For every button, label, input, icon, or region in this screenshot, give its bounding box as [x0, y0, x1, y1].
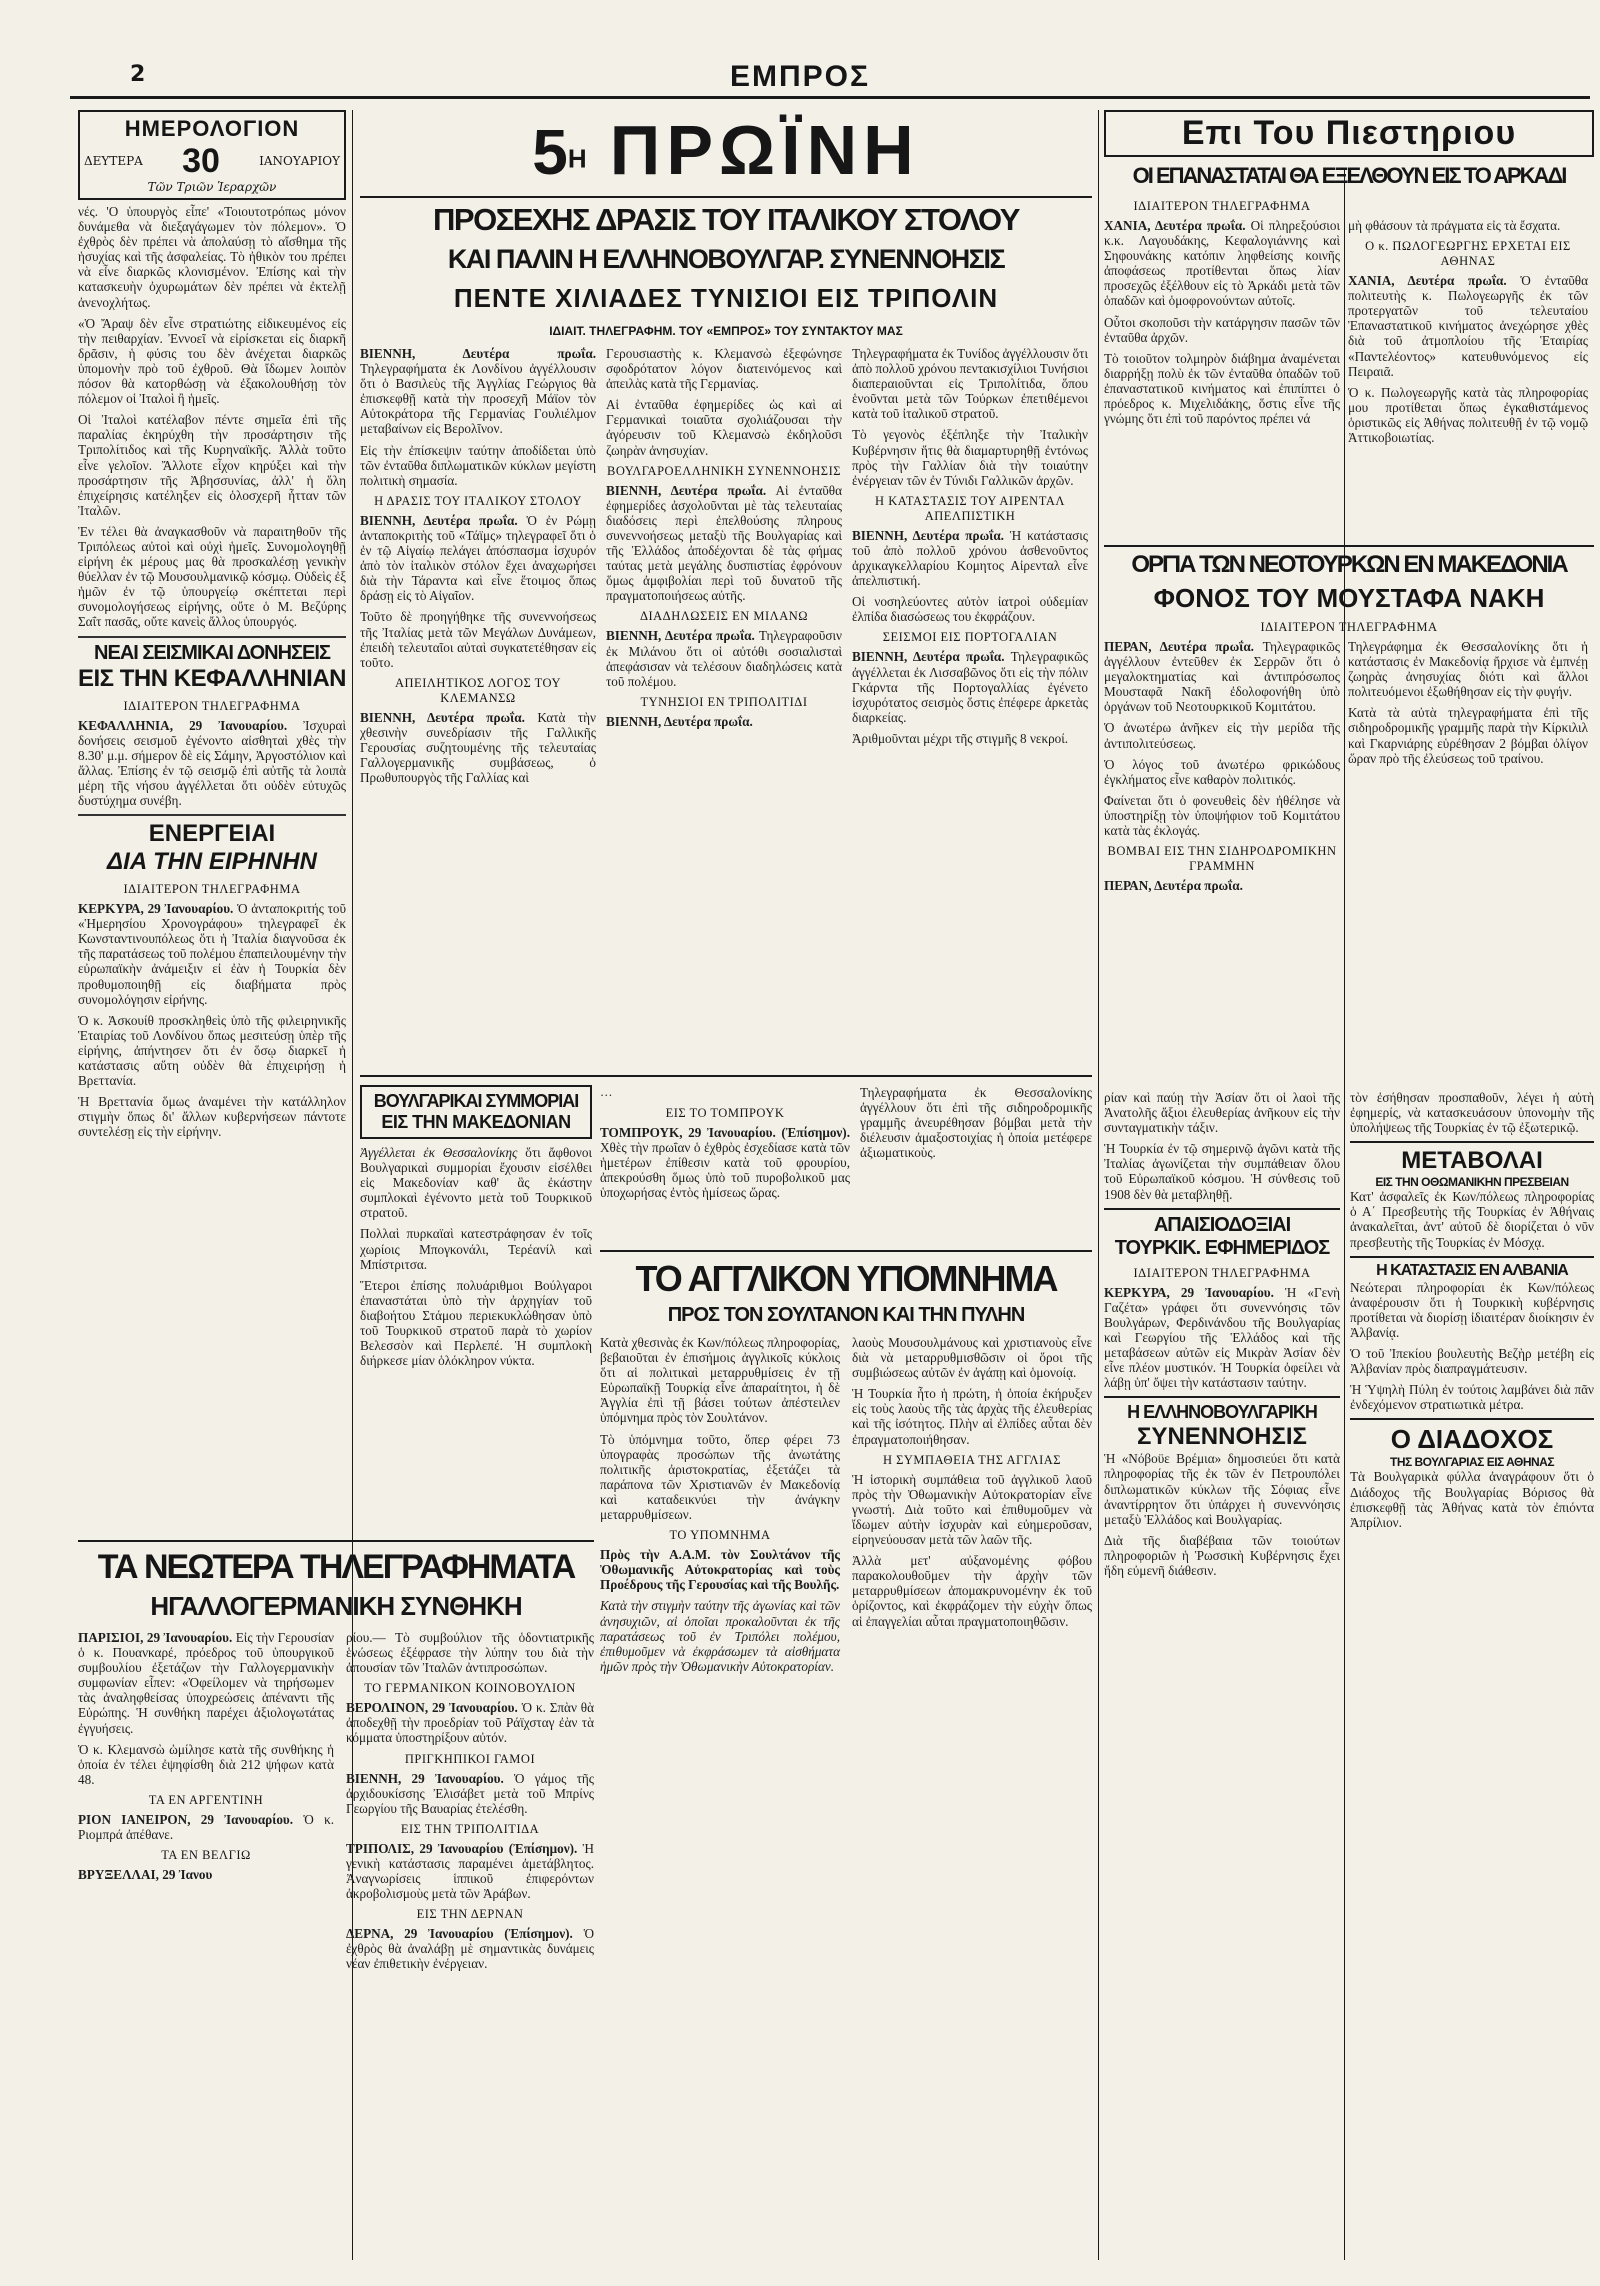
article-text: Ὁ ἐνταῦθα πολιτευτὴς κ. Πωλογεωργῆς ἐκ τῶν προτεργατῶν τοῦ τελευταίου Ἐπαναστατικοῦ κινήματος ἀνεχώρησε χθὲς διὰ τοῦ ἀτμοπλοίου τῆς Ἑταιρίας «Παντελέοντος» κατευθυνόμενος εἰς Πειραιᾶ. [1348, 273, 1588, 379]
piestirio-col-1 [1104, 193, 1340, 451]
subheading: ΤΟ ΓΕΡΜΑΝΙΚΟΝ ΚΟΙΝΟΒΟΥΛΙΟΝ [364, 1681, 576, 1696]
article-text: Ἡ Τουρκία ἦτο ἡ πρώτη, ἡ ὁποία ἐκήρυξεν εἰς τοὺς λαοὺς τῆς τὰς ἀρχὰς τῆς ἐλευθερίας καὶ τῆς ἰσότητος. Πλὴν αἱ ἐλπίδες αὗται δὲν ἐπραγματοποιήθησαν. [852, 1386, 1092, 1447]
piestirio-col-2 [1348, 193, 1588, 451]
dateline: ΒΙΕΝΝΗ, Δευτέρα πρωΐα. [852, 527, 1004, 543]
article-text: Πρὸς τὴν Α.Α.Μ. τὸν Σουλτάνον τῆς Ὀθωμανικῆς Αὐτοκρατορίας καὶ τοὺς Προέδρους τῆς Γερουσίας καὶ τῆς Βουλῆς. [600, 1547, 840, 1593]
article-text: Ἡ κατάστασις τοῦ ἀπὸ πολλοῦ χρόνου ἀσθενοῦντος ἀρχικαγκελλαρίου Κομητος Αἰρενταλ εἶνε ἀπελπιστική. [852, 527, 1088, 589]
subheading: Η ΔΡΑΣΙΣ ΤΟΥ ΙΤΑΛΙΚΟΥ ΣΤΟΛΟΥ [374, 493, 582, 508]
article-text: Ἡ «Γενὴ Γαζέτα» γράφει ὅτι συνεννόησις τῶν Βουλγάρων, Φερδινάνδου τῆς Βουλγαρίας καὶ Γεωργίου τῆς Ἑλλάδος καὶ τῆς μεταβάσεων αὐτῶν εἰς Μικρὰν Ἀσίαν δὲν εἶνε πλέον μυστικόν. Ἡ Τουρκία ὀφείλει νὰ λάβῃ ὑπ' ὄψει τὴν κατάστασιν ταύτην. [1104, 1284, 1340, 1391]
ypomnima-col-1 [600, 1335, 840, 1680]
right-lower-section [1104, 1090, 1340, 2270]
neotera-headline: ΤΑ ΝΕΩΤΕΡΑ ΤΗΛΕΓΡΑΦΗΜΑΤΑ [97, 1548, 575, 1586]
special-telegram-label: ΙΔΙΑΙΤΕΡΟΝ ΤΗΛΕΓΡΑΦΗΜΑ [1260, 620, 1438, 634]
voulgarikai-heading: ΕΙΣ ΤΗΝ ΜΑΚΕΔΟΝΙΑΝ [381, 1112, 571, 1132]
article-text: ρίου.— Τὸ συμβούλιον τῆς ὁδοντιατρικῆς ἑνώσεως ἐξέφρασε τὴν λύπην του διὰ τὴν ἀπουσίαν τῶν Ἰταλῶν ἀντιπροσώπων. [346, 1630, 594, 1676]
dateline: ΚΕΡΚΥΡΑ, 29 Ἰανουαρίου. [1104, 1284, 1274, 1300]
dateline: ΚΕΡΚΥΡΑ, 29 Ἰανουαρίου. [78, 901, 234, 917]
dateline: ΚΕΦΑΛΛΗΝΙΑ, 29 Ἰανουαρίου. [78, 717, 288, 733]
article-text: Ὁ κ. Κλεμανσὼ ὡμίλησε κατὰ τῆς συνθήκης ἡ ὁποία ἐν τέλει ἐψηφίσθη διὰ 212 ψήφων κατὰ 48. [78, 1741, 334, 1787]
voulgarikai-section [360, 1085, 592, 1605]
article-text: μὴ φθάσουν τὰ πράγματα εἰς τὰ ἔσχατα. [1348, 218, 1561, 233]
article-text: λαοὺς Μουσουλμάνους καὶ χριστιανοὺς εἶνε διὰ νὰ μεταρρυθμισθῶσιν οἱ ὅροι τῆς συμβιώσεως αὐτῶν ἐν ἀγάπῃ καὶ ὁμονοίᾳ. [852, 1335, 1092, 1381]
subheading: ΤΑ ΕΝ ΒΕΛΓΙΩ [161, 1848, 251, 1863]
article-text: Ὁ τοῦ Ἰπεκίου βουλευτὴς Βεζὴρ μετέβη εἰς Ἀλβανίαν πρὸς διαπραγμάτευσιν. [1350, 1346, 1594, 1377]
ellinovoulgariki-heading: ΣΥΝΕΝΝΟΗΣΙΣ [1137, 1423, 1307, 1451]
dateline: ΔΕΡΝΑ, 29 Ἰανουαρίου (Ἐπίσημον). [346, 1926, 573, 1942]
dateline: ΧΑΝΙΑ, Δευτέρα πρωΐα. [1104, 218, 1246, 233]
ypomnima-headline: ΤΟ ΑΓΓΛΙΚΟΝ ΥΠΟΜΝΗΜΑ [635, 1258, 1057, 1299]
article-text: Τοῦτο δὲ προηγήθηκε τῆς συνεννοήσεως τῆς Ἰταλίας μετὰ τῶν Μεγάλων Δυνάμεων, ἐπειδὴ τελευταῖοι αὐταὶ συγκατετέθησαν εἰς τοῦτο. [360, 609, 596, 670]
paper-title: ΕΜΠΡΟΣ [729, 60, 870, 93]
ypomnima-section [600, 1250, 1092, 2260]
special-telegram-label: ΙΔΙΑΙΤΕΡΟΝ ΤΗΛΕΓΡΑΦΗΜΑ [123, 698, 301, 713]
dateline: ΒΕΡΟΛΙΝΟΝ, 29 Ἰανουαρίου. [346, 1700, 518, 1716]
subheading: ΕΙΣ ΤΟ ΤΟΜΠΡΟΥΚ [665, 1106, 785, 1121]
article-text: ρίαν καὶ παύῃ τὴν Ἀσίαν ὅτι οἱ λαοὶ τῆς Ἀνατολῆς ἄξιοι ἐλευθερίας ἀνῆκουν εἰς τὴν συνταγματικὴν τάξιν. [1104, 1090, 1340, 1136]
diadochos-heading: Ο ΔΙΑΔΟΧΟΣ [1390, 1424, 1554, 1455]
article-text: Πολλαὶ πυρκαϊαὶ κατεστράφησαν ἐν τοῖς χωρίοις Μπογκονάλι, Τερέανίλ καὶ Μπίστριτσα. [360, 1226, 592, 1272]
special-telegram-label: ΙΔΙΑΙΤΕΡΟΝ ΤΗΛΕΓΡΑΦΗΜΑ [1133, 199, 1311, 213]
article-text: Τηλεγράφημα ἐκ Θεσσαλονίκης ὅτι ἡ κατάστασις ἐν Μακεδονίᾳ ἤρχισε νὰ ἐμπνέῃ ζωηρὰς ἀνησυχίας διότι καὶ ἄλλοι πολιτευόμενοι ἐξωθήθησαν εἰς τὴν φυγήν. [1348, 639, 1588, 700]
voulgarikai-heading: ΒΟΥΛΓΑΡΙΚΑΙ ΣΥΜΜΟΡΙΑΙ [373, 1091, 579, 1111]
article-text: Κατὰ χθεσινὰς ἐκ Κων/πόλεως πληροφορίας, βεβαιοῦται ἐν ἐπισήμοις ἀγγλικοῖς κύκλοις ὅτι αἱ πολιτικαὶ μεταρρυθμίσεις ἐν τῇ Εὐρωπαϊκῇ Τουρκίᾳ εἶνε ἀπαραίτητοι, ἡ δὲ Ἀγγλία ἐπὶ τῇ βάσει τούτων ἀπέστειλεν ὑπόμνημα πρὸς τὸν Σουλτάνον. [600, 1335, 840, 1426]
article-text: Διὰ τῆς διαβέβαια τῶν τοιούτων πληροφοριῶν ἡ Ῥωσσικὴ Κυβέρνησις ἔχει ἤδη εὐμενῆ διάθεσιν. [1104, 1532, 1340, 1578]
masthead-rule [70, 96, 1590, 99]
edition-sup: Η [567, 143, 587, 174]
dateline: ΒΙΕΝΝΗ, Δευτέρα πρωΐα. [606, 482, 767, 498]
proini-section [360, 110, 1092, 1070]
article-text: Ἀριθμοῦνται μέχρι τῆς στιγμῆς 8 νεκροί. [852, 730, 1069, 746]
article-text: Κατὰ τὴν χθεσινὴν συνεδρίασιν τῆς Γαλλικῆς Γερουσίας συζητουμένης τῆς τελευταίας Γαλλογερμανικῆς συμβάσεως, ὁ Πρωθυπουργὸς τῆς Γαλλίας καὶ [360, 709, 597, 786]
ellinovoulgariki-heading: Η ΕΛΛΗΝΟΒΟΥΛΓΑΡΙΚΗ [1127, 1402, 1317, 1423]
article-text: Ὁ ἐν Ρώμῃ ἀνταποκριτὴς τοῦ «Τάϊμς» τηλεγραφεῖ ὅτι ὁ ἐν τῷ Αἰγαίῳ πελάγει ἀπόσπασμα ἰσχυρόν ἀπὸ τὸν ἰταλικὸν στόλον ἔχει ἀναχωρήσει διὰ τὴν Τάραντα καὶ εἶνε ἕτοιμος ὅπως δράσῃ εἰς τὸ Αἰγαῖον. [360, 512, 596, 604]
proini-headline: ΠΕΝΤΕ ΧΙΛΙΑΔΕΣ ΤΥΝΙΣΙΟΙ ΕΙΣ ΤΡΙΠΟΛΙΝ [453, 283, 999, 313]
orgia-col-2 [1348, 639, 1588, 899]
neotera-col-1 [78, 1630, 334, 1978]
article-text: Τηλεγραφοῦσιν ἐκ Μιλάνου ὅτι οἱ αὐτόθι σοσιαλισταὶ ἀπεφάσισαν νὰ τελέσουν διαδηλώσεις κατὰ τοῦ πολέμου. [606, 628, 842, 689]
section-rule [360, 1075, 1092, 1077]
article-text: Ὁ ἀνωτέρω ἀνῆκεν εἰς τὴν μερίδα τῆς ἀντιπολιτεύσεως. [1104, 720, 1340, 751]
article-text: Ἰσχυραὶ δονήσεις σεισμοῦ ἐγένοντο αἰσθηταὶ χθὲς τὴν 8.30' μ.μ. σήμερον δὲ εἰς Σάμην, Ἀργοστόλιον καὶ ἄλλας. Ἐπίσης ἐν τῷ σεισμῷ ἐπὶ αὐτῆς τὰ λοιπὰ μέρη τῆς νήσου ἀγγέλλεται ὅτι οὐδὲν εὐτυχῶς δυστύχημα συνέβη. [78, 717, 346, 808]
column-divider [1098, 110, 1099, 2260]
apaisiodoxiai-heading: ΑΠΑΙΣΙΟΔΟΞΙΑΙ [1153, 1213, 1291, 1236]
subheading: ΣΕΙΣΜΟΙ ΕΙΣ ΠΟΡΤΟΓΑΛΙΑΝ [882, 630, 1058, 645]
special-telegram-label: ΙΔΙΑΙΤΕΡΟΝ ΤΗΛΕΓΡΑΦΗΜΑ [123, 882, 301, 897]
dateline: ΠΕΡΑΝ, Δευτέρα πρωΐα. [1104, 878, 1243, 894]
article-text: Αἱ ἐνταῦθα ἐφημερίδες ἀσχολοῦνται μὲ τὰς τελευταίας διαδόσεις περὶ ἐπελθούσης πληρους συνεννοήσεως μεταξὺ τῆς Βουλγαρίας καὶ τῆς Ἑλλάδος ἀποδέχονται δὲ τὰς φήμας ταύτας μετὰ μεγάλης δυσπιστίας ἐφρόνουν ὅμως ἀμφιβολίαι περὶ τοῦ δυνατοῦ τῆς πραγματοποιήσεως αὐτῆς. [606, 482, 842, 604]
article-text: Γερουσιαστὴς κ. Κλεμανσὼ ἐξεφώνησε σφοδρότατον λόγον διατεινόμενος καὶ ἀπειλὰς κατὰ τῆς Γερμανίας. [606, 346, 842, 392]
calendar-text: Ἐν τέλει θὰ ἀναγκασθοῦν νὰ παραιτηθοῦν τῆς Τριπόλεως αὐτοὶ καὶ οὐχὶ ἡμεῖς. Συνομολογηθῇ εἰρήνη ἐκ μέρους μας θὰ προσκαλέσῃ γενικὴν θύελλαν ἐν τῷ Μουσουλμανικῷ κόσμῳ. Οὐδεὶς ἐξ ἡμῶν ἐν τῷ ὑπουργείῳ σκέπτεται περὶ συνομολογήσεως εἰρήνης, οὔτε ὁ Μ. Βεζύρης Σαΐτ πασᾶς, οὔτε κανεὶς ἄλλος ὑπουργός. [78, 523, 346, 630]
article-text: Ἡ Ὑψηλὴ Πύλη ἐν τούτοις λαμβάνει διὰ πᾶν ἐνδεχόμενον στρατιωτικὰ μέτρα. [1350, 1382, 1594, 1413]
dateline: ΠΕΡΑΝ, Δευτέρα πρωΐα. [1104, 639, 1254, 654]
article-text: Ὁ κ. Πωλογεωργῆς κατὰ τὰς πληροφορίας μου προτίθεται ὅπως ἐγκαθιστάμενος ὁριστικῶς εἰς Ἀθήνας πολιτευθῇ ἐν τῷ νομῷ Ἀττικοβοιωτίας. [1348, 384, 1588, 446]
subheading: ΤΑ ΕΝ ΑΡΓΕΝΤΙΝΗ [148, 1792, 264, 1807]
article-text: Ὁ κ. Ριομπρά ἀπέθανε. [78, 1811, 335, 1843]
article-text: Ἡ Βρεττανία ὅμως ἀναμένει τὴν κατάλληλον στιγμὴν ὅπως δι' ἄλλων κυβερνήσεων πάντοτε συντελέσῃ εἰς τὴν εἰρήνην. [78, 1094, 346, 1140]
energeiai-heading: ΕΝΕΡΓΕΙΑΙ [148, 820, 276, 848]
dateline: ΒΙΕΝΝΗ, 29 Ἰανουαρίου. [346, 1770, 504, 1786]
calendar-text: νές. 'Ο ὑπουργὸς εἶπε' «Τοιουτοτρόπως μόνον δυνάμεθα νὰ διεξαγάγωμεν τὸν πόλεμον». Ὁ ἐχθρὸς δὲν πρέπει νὰ ἀπολαύσῃ τὸ αἴσθημα τῆς ἡσυχίας καὶ τῆς ἀσφαλείας. Τὸ ἠθικὸν του πρέπει νὰ εἶνε διαρκῶς κλονισμένον. Ἐπίσης καὶ τὴν κατασκευὴν ὀχυρωμάτων δὲν πρέπει νὰ ἐκτελῇ ἀνενοχλήτως. [78, 204, 346, 310]
proini-headline: ΠΡΟΣΕΧΗΣ ΔΡΑΣΙΣ ΤΟΥ ΙΤΑΛΙΚΟΥ ΣΤΟΛΟΥ [433, 202, 1019, 237]
metavolai-heading: ΕΙΣ ΤΗΝ ΟΘΩΜΑΝΙΚΗΝ ΠΡΕΣΒΕΙΑΝ [1375, 1175, 1569, 1190]
dateline: ΧΑΝΙΑ, Δευτέρα πρωΐα. [1348, 273, 1507, 289]
dateline: ΡΙΟΝ ΙΑΝΕΙΡΟΝ, 29 Ἰανουαρίου. [78, 1811, 294, 1827]
neotera-col-2 [346, 1630, 594, 1978]
calendar-title: ΗΜΕΡΟΛΟΓΙΟΝ [124, 116, 300, 141]
calendar-box [78, 110, 346, 200]
orgia-headline: ΦΟΝΟΣ ΤΟΥ ΜΟΥΣΤΑΦΑ ΝΑΚΗ [1153, 583, 1545, 613]
article-text: Νεώτεραι πληροφορίαι ἐκ Κων/πόλεως ἀναφέρουσιν ὅτι ἡ Τουρκικὴ κυβέρνησις προτίθεται νὰ διορίσῃ ἰδιαιτέραν διοίκησιν ἐν Ἀλβανίᾳ. [1350, 1279, 1594, 1340]
subheading: ΒΟΥΛΓΑΡΟΕΛΛΗΝΙΚΗ ΣΥΝΕΝΝΟΗΣΙΣ [606, 463, 842, 478]
far-right-section [1350, 1090, 1594, 2270]
energeiai-heading: ΔΙΑ ΤΗΝ ΕΙΡΗΝΗΝ [107, 848, 317, 876]
special-telegram-label: ΙΔΙΑΙΤΕΡΟΝ ΤΗΛΕΓΡΑΦΗΜΑ [1133, 1265, 1311, 1280]
ypomnima-headline: ΠΡΟΣ ΤΟΝ ΣΟΥΛΤΑΝΟΝ ΚΑΙ ΤΗΝ ΠΥΛΗΝ [667, 1304, 1025, 1326]
article-text: Κατὰ τὴν στιγμὴν ταύτην τῆς ἀγωνίας καὶ τῶν ἀνησυχιῶν, αἱ ὁποῖαι προκαλοῦνται ἐκ τῆς παρατάσεως τοῦ ἐν Τριπόλει πολέμου, ἐπιθυμοῦμεν νὰ ἐκφράσωμεν τὰ αἰσθήματα ἡμῶν πρὸς τὴν Ὀθωμανικὴν Αὐτοκρατορίαν. [600, 1598, 840, 1674]
article-text: Κατὰ τὰ αὐτὰ τηλεγραφήματα ἐπὶ τῆς σιδηροδρομικῆς γραμμῆς παρὰ τὴν Κίρκιλιλ καὶ Γκαρνιάρης εὑρέθησαν 2 βόμβαι ὀλίγον ὥραν πρὸ τῆς ἐλεύσεως τοῦ τραίνου. [1348, 705, 1588, 766]
proini-col-3 [852, 346, 1088, 791]
piestirio-title: Επι Του Πιεστηριου [1181, 114, 1517, 152]
subheading: ΒΟΜΒΑΙ ΕΙΣ ΤΗΝ ΣΙΔΗΡΟΔΡΟΜΙΚΗΝ ΓΡΑΜΜΗΝ [1107, 844, 1337, 874]
orgia-col-1 [1104, 639, 1340, 899]
metavolai-heading: ΜΕΤΑΒΟΛΑΙ [1401, 1147, 1543, 1175]
dateline: ΤΟΜΠΡΟΥΚ, 29 Ἰανουαρίου. (Ἐπίσημον). [600, 1125, 850, 1141]
neotera-section [78, 1540, 594, 2270]
orgia-headline: ΟΡΓΙΑ ΤΩΝ ΝΕΟΤΟΥΡΚΩΝ ΕΝ ΜΑΚΕΔΟΝΙΑ [1131, 551, 1567, 578]
dateline: Ἀγγέλλεται ἐκ Θεσσαλονίκης [360, 1145, 518, 1160]
calendar-day: 30 [182, 142, 220, 180]
article-text: Ἡ Τουρκία ἐν τῷ σημερινῷ ἀγῶνι κατὰ τῆς Ἰταλίας ἀγωνίζεται τὴν συμπάθειαν ὅλου τοῦ Εὐρωπαϊκοῦ κόσμου. Ἡ σύνθεσις τοῦ 1908 δὲν θὰ μεταβληθῇ. [1104, 1141, 1340, 1202]
article-text: Τὸ γεγονὸς ἐξέπληξε τὴν Ἰταλικὴν Κυβέρνησιν ἥτις θὰ διαμαρτυρηθῇ ἐντόνως πρὸς τὴν Γαλλίαν διὰ τὴν τοιαύτην ἐνέργειαν τῶν ἐν Τύνιδι Γαλλικῶν ἀρχῶν. [852, 427, 1088, 488]
subheading: ΕΙΣ ΤΗΝ ΤΡΙΠΟΛΙΤΙΔΑ [400, 1821, 540, 1836]
tobrouk-section: … ΕΙΣ ΤΟ ΤΟΜΠΡΟΥΚ ΤΟΜΠΡΟΥΚ, 29 Ἰανουαρίου. (Ἐπίσημον). Χθὲς τὴν πρωΐαν ὁ ἐχθρὸς ἐσχεδίασε κατὰ τῶν ἡμετέρων ἐπίθεσιν κατὰ τοῦ φρουρίου, ἀπεκρούσθη ὅμως ὑπὸ τοῦ πυροβολικοῦ μας ὑποχωρήσας ἐντὸς ἡμίσεως ὥρας. [600, 1085, 850, 1201]
article-text: Τηλεγραφικῶς ἀγγέλλεται ἐκ Λισσαβῶνος ὅτι εἰς τὴν πόλιν Γκάρντα τῆς Πορτογαλλίας ἐγένετο ἰσχυρότατος σεισμὸς ὅστις ἐπέφερε ἀρκετὰς διαρκείας. [852, 649, 1088, 725]
article-text: Τηλεγραφήματα ἐκ Τυνίδος ἀγγέλλουσιν ὅτι ἀπὸ πολλοῦ χρόνου πεντακισχίλιοι Τυνήσιοι διαπεραιοῦνται εἰς Τριπολίτιδα, ὅπου ἑνοῦνται μετὰ τῶν Τούρκων ἐπετιθέμενοι κατὰ τοῦ ἰταλικοῦ στρατοῦ. [852, 346, 1088, 422]
article-text: Φαίνεται ὅτι ὁ φονευθεὶς δὲν ἠθέλησε νὰ ὑποστηρίξῃ τὸν ὑποψήφιον τοῦ Κομιτάτου κατὰ τὰς ἐκλογάς. [1104, 792, 1340, 839]
kefallinia-heading: ΕΙΣ ΤΗΝ ΚΕΦΑΛΛΗΝΙΑΝ [78, 664, 346, 692]
proini-headline: ΚΑΙ ΠΑΛΙΝ Η ΕΛΛΗΝΟΒΟΥΛΓΑΡ. ΣΥΝΕΝΝΟΗΣΙΣ [447, 244, 1005, 274]
subheading: Ο κ. ΠΩΛΟΓΕΩΡΓΗΣ ΕΡΧΕΤΑΙ ΕΙΣ ΑΘΗΝΑΣ [1365, 239, 1571, 269]
proini-title-row [360, 110, 1092, 194]
subheading: ΔΙΑΔΗΛΩΣΕΙΣ ΕΝ ΜΙΛΑΝΩ [639, 609, 809, 624]
dateline: ΒΙΕΝΝΗ, Δευτέρα πρωΐα. [360, 512, 518, 528]
article-text: Ἡ γενικὴ κατάστασις παραμένει ἀμετάβλητος. Ἀναγνωρίσεις ἱππικοῦ ἐπιφερόντων ἀκροβολισμοὺς μετὰ τῶν Ἀράβων. [346, 1840, 594, 1902]
article-text: Ὁ κ. Σπὰν θὰ ἀποδεχθῇ τὴν προεδρίαν τοῦ Ράϊχσταγ ἐὰν τὰ κόμματα ὑποστηρίξουν αὐτόν. [346, 1700, 594, 1746]
article-text: Οἱ πληρεξούσιοι κ.κ. Λαγουδάκης, Κεφαλογιάννης καὶ Σηφουνάκης κατόπιν ληφθείσης κοινῆς ἀποφάσεως προτίθενται ὅπως λίαν προσεχῶς ἐξέλθουν εἰς τὸ Ἀρκάδι μετὰ τῶν ὁπαδῶν καὶ ὁμοφρονούντων αὐτοῖς. [1104, 218, 1340, 309]
subheading: ΑΠΕΙΛΗΤΙΚΟΣ ΛΟΓΟΣ ΤΟΥ ΚΛΕΜΑΝΣΩ [395, 675, 561, 705]
article-text: Ὁ λόγος τοῦ ἀνωτέρω φρικώδους ἐγκλήματος εἶνε καθαρὸν πολιτικός. [1104, 756, 1340, 787]
article-text: Ὁ ἀνταποκριτής τοῦ «Ἡμερησίου Χρονογράφου» τηλεγραφεῖ ἐκ Κωνσταντινουπόλεως ὅτι ἡ Ἰταλία διαγνοῦσα ἐκ τῆς παρατάσεως τοῦ πολέμου ἐπαπειλουμένην τὴν εὐρωπαϊκὴν ἀνάμειξιν εἰ ἐὰν ἡ Τουρκία δὲν προθυμοποιηθῇ εἰς διαβήματα πρὸς συνομολόγησιν εἰρήνης. [78, 901, 346, 1007]
proini-title: ΠΡΩΪΝΗ [609, 111, 920, 189]
article-text: Τηλεγραφήματα ἐκ Λονδίνου ἀγγέλλουσιν ὅτι ὁ Βασιλεὺς τῆς Ἀγγλίας Γεώργιος θὰ ἐπισκεφθῇ κατὰ τὴν προσεχῆ Μάϊον τὸν Αὐτοκράτορα τῆς Γερμανίας Γουλιέλμον μεταβαίνων εἰς Βερολῖνον. [360, 361, 596, 437]
article-text: Ἕτεροι ἐπίσης πολυάριθμοι Βούλγαροι ἐπαναστάται ὑπὸ τὴν ἀρχηγίαν τοῦ διαβοήτου Στάμου περιεκυκλώθησαν ὑπὸ τοῦ Τουρκικοῦ στρατοῦ παρὰ τὸ χωρίον Βελεσσὸν καὶ Περλεπέ. Ἡ συμπλοκὴ διήρκεσε μίαν ὁλόκληρον νύκτα. [360, 1277, 592, 1369]
piestirio-section [1104, 110, 1594, 530]
subheading: Η ΣΥΜΠΑΘΕΙΑ ΤΗΣ ΑΓΓΛΙΑΣ [882, 1452, 1062, 1467]
subheading: ΤΥΝΗΣΙΟΙ ΕΝ ΤΡΙΠΟΛΙΤΙΔΙ [640, 694, 808, 709]
proini-byline: ΙΔΙΑΙΤ. ΤΗΛΕΓΡΑΦΗΜ. ΤΟΥ «ΕΜΠΡΟΣ» ΤΟΥ ΣΥΝΤΑΚΤΟΥ ΜΑΣ [549, 324, 903, 338]
article-text: Ὁ γάμος τῆς ἀρχιδουκίσσης Ἐλισάβετ μετὰ τοῦ Μπρίνς Γεωργίου τῆς Βαυαρίας ἐτελέσθη. [346, 1770, 594, 1816]
dateline: ΠΑΡΙΣΙΟΙ, 29 Ἰανουαρίου. [78, 1630, 233, 1645]
article-text: Οὗτοι σκοποῦσι τὴν κατάργησιν πασῶν τῶν ἐνταῦθα ἀρχῶν. [1104, 314, 1340, 345]
article-text: Τὸ ὑπόμνημα τοῦτο, ὅπερ φέρει 73 ὑπογραφὰς προσώπων τῆς ἀνωτάτης πολιτικῆς ἀριστοκρατίας, ἐξετάζει τὰ παράπονα τῶν Χριστιανῶν ἐν Μακεδονίᾳ καὶ καταδεικνύει τὴν ἀνάγκην μεταρρυθμίσεων. [600, 1431, 840, 1523]
subheading: ΕΙΣ ΤΗΝ ΔΕΡΝΑΝ [416, 1907, 524, 1922]
article-text: Κατ' ἀσφαλεῖς ἐκ Κων/πόλεως πληροφορίας ὁ Α΄ Πρεσβευτὴς τῆς Τουρκίας ἐν Ἀθήναις ἀνακαλεῖται, ἀντ' αὐτοῦ δὲ διορίζεται ὁ νῦν πρεσβευτὴς τῆς Τουρκίας ἐν Μόσχᾳ. [1350, 1189, 1594, 1250]
edition-number: 5 [532, 116, 568, 188]
article-text: τὸν ἐσήθησαν προσπαθοῦν, λέγει ἡ αὐτὴ ἐφημερίς, νὰ κατασκευάσουν ὑπονομὴν τῆς ὑπολήψεως τῆς Τουρκίας ἐν τῷ ἐξωτερικῷ. [1350, 1090, 1594, 1136]
article-text: Ὁ ἐχθρὸς θὰ ἀναλάβῃ μὲ σημαντικὰς δυνάμεις νέαν ἐπιθετικὴν ἐνέργειαν. [346, 1926, 594, 1972]
calendar-text: Οἱ Ἰταλοὶ κατέλαβον πέντε σημεῖα ἐπὶ τῆς παραλίας ἐκηρύχθη τὴν προσάρτησιν τῆς Τριπολίτιδος καὶ τῆς Κυρηναϊκῆς. Ἀλλὰ τοῦτο εἶνε γελοῖον. Ἄλλοτε εἶχον κηρύξει καὶ τὴν προσάρτησιν τῆς Ἀβησσυνίας, ἀλλ' ἡ ὅλη ἐπιχείρησις κατέληξεν εἰς ὁλοσχερῆ ἧτταν τῶν Ἰταλῶν. [78, 412, 346, 518]
dateline: ΤΡΙΠΟΛΙΣ, 29 Ἰανουαρίου (Ἐπίσημον). [346, 1840, 578, 1856]
subheading: ΠΡΙΓΚΗΠΙΚΟΙ ΓΑΜΟΙ [404, 1751, 536, 1766]
dateline: ΒΡΥΞΕΛΛΑΙ, 29 Ἰανου [78, 1867, 213, 1883]
dateline: ΒΙΕΝΝΗ, Δευτέρα πρωΐα. [852, 649, 1005, 665]
page-number: 2 [130, 62, 146, 87]
article-text: Ὁ κ. Ἀσκουίθ προσκληθεὶς ὑπὸ τῆς φιλειρηνικῆς Ἑταιρίας τοῦ Λονδίνου ὅπως μεσιτεύσῃ ὑπὲρ τῆς εἰρήνης, ἀπήντησεν ὅτι ἐν ὅσῳ διαρκεῖ ἡ κατάστασις αὕτη οὐδὲν θὰ ἐπιχειρήσῃ ἡ Βρεττανία. [78, 1012, 346, 1089]
dateline: ΒΙΕΝΝΗ, Δευτέρα πρωΐα. [360, 709, 525, 725]
subheading: Η ΚΑΤΑΣΤΑΣΙΣ ΤΟΥ ΑΙΡΕΝΤΑΛ ΑΠΕΛΠΙΣΤΙΚΗ [875, 493, 1065, 523]
proini-col-1 [360, 346, 596, 791]
article-text: ὅτι ἄφθονοι Βουλγαρικαὶ συμμορίαι ἔχουσιν εἰσέλθει εἰς Μακεδονίαν καθ' ἃς ἐκάστην συμπλοκαὶ ἐγένοντο μετὰ τοῦ Τουρκικοῦ στρατοῦ. [360, 1145, 592, 1221]
article-text: Χθὲς τὴν πρωΐαν ὁ ἐχθρὸς ἐσχεδίασε κατὰ τῶν ἡμετέρων ἐπίθεσιν κατὰ τοῦ φρουρίου, ἀπεκρούσθη ὅμως ὑπὸ τοῦ πυροβολικοῦ μας ὑποχωρήσας ἐντὸς ἡμίσεως ὥρας. [600, 1140, 850, 1201]
piestirio-headline: ΟΙ ΕΠΑΝΑΣΤΑΤΑΙ ΘΑ ΕΞΕΛΘΟΥΝ ΕΙΣ ΤΟ ΑΡΚΑΔΙ [1132, 163, 1566, 188]
kefallinia-heading: ΝΕΑΙ ΣΕΙΣΜΙΚΑΙ ΔΟΝΗΣΕΙΣ [94, 641, 330, 664]
dateline: ΒΙΕΝΝΗ, Δευτέρα πρωΐα. [360, 346, 596, 361]
subheading: ΤΟ ΥΠΟΜΝΗΜΑ [669, 1528, 771, 1543]
article-text: Εἰς τὴν Γερουσίαν ὁ κ. Πουανκαρέ, πρόεδρος τοῦ ὑπουργικοῦ συμβουλίου ἐξετάζων τὴν Γαλλογερμανικὴν συμφωνίαν εἶπεν: «Ὀφείλομεν νὰ τηρήσωμεν τὰς ἀναληφθείσας ὑποχρεώσεις ἀπέναντι τῆς Εὐρώπης. Ἡ συνθήκη παρέχει ἀξιολογωτάτας ἐγγυήσεις. [78, 1630, 334, 1736]
article-text: Εἰς τὴν ἐπίσκεψιν ταύτην ἀποδίδεται ὑπὸ τῶν ἐνταῦθα διπλωματικῶν κύκλων μεγίστη πολιτικὴ σημασία. [360, 442, 596, 488]
article-text: Τηλεγραφικῶς ἀγγέλλουν ἐντεῦθεν ἐκ Σερρῶν ὅτι ὁ μεγαλοκτηματίας καὶ ἀντιπρόσωπος Μουσταφᾶ Νακῆ ἐδολοφονήθη ὑπὸ ὀργάνων τοῦ Νεοτουρκικοῦ Κομιτάτου. [1104, 639, 1340, 715]
apaisiodoxiai-heading: ΤΟΥΡΚΙΚ. ΕΦΗΜΕΡΙΔΟΣ [1114, 1236, 1330, 1259]
dateline: ΒΙΕΝΝΗ, Δευτέρα πρωΐα. [606, 628, 755, 644]
calendar-saints: Τῶν Τριῶν Ἱεραρχῶν [147, 180, 277, 194]
article-text: Τὸ τοιοῦτον τολμηρὸν διάβημα ἀναμένεται διαρρήξῃ πολὺ ἐκ τῶν ἐνταῦθα ὁπαδῶν τοῦ ἐπαναστατικοῦ κινήματος καὶ ἐπιπίπτει ὁ πρόεδρος κ. Μιχελιδάκης, ὅστις εἶνε τῆς γνώμης ὅτι ἐπὶ τοῦ παρόντος πρέπει νά [1104, 350, 1340, 427]
orgia-section [1104, 545, 1594, 1085]
article-text: Αἱ ἐνταῦθα ἐφημερίδες ὡς καὶ αἱ Γερμανικαὶ τοιαῦτα σχολιάζουσαι τὴν ἀγόρευσιν τοῦ Κλεμανσὼ ἐκδηλοῦσι ζωηρὰν ἀνησυχίαν. [606, 397, 842, 458]
diadochos-heading: ΤΗΣ ΒΟΥΛΓΑΡΙΑΣ ΕΙΣ ΑΘΗΝΑΣ [1389, 1455, 1555, 1470]
article-text: Ἀλλὰ μετ' αὐξανομένης φόβου παρακολουθοῦμεν τὴν ἀρχὴν τῶν μεταρρυθμίσεων ἀπομακρυνομένην ἐκ τοῦ ὁρίζοντος, καὶ ἐκφράζομεν τὴν εὐχὴν ὅπως αἱ ἐπαγγελίαι αὗται πραγματοποιηθῶσιν. [852, 1553, 1092, 1629]
article-text: Τὰ Βουλγαρικὰ φύλλα ἀναγράφουν ὅτι ὁ Διάδοχος τῆς Βουλγαρίας Βόρισος θὰ ἐπισκεφθῇ τὰς Ἀθήνας κατὰ τὸν ἐπιόντα Ἀπρίλιον. [1350, 1469, 1594, 1530]
calendar-weekday: ΔΕΥΤΕΡΑ [84, 154, 143, 168]
ypomnima-col-2 [852, 1335, 1092, 1680]
article-text: Ἡ ἱστορικὴ συμπάθεια τοῦ ἀγγλικοῦ λαοῦ πρὸς τὴν Ὀθωμανικὴν Αὐτοκρατορίαν εἶνε γνωστή. Διὰ τοῦτο καὶ ἐπιθυμοῦμεν νὰ ἴδωμεν αὐτὴν ἰσχυρὰν καὶ εὐημεροῦσαν, εἰρηνεύουσαν μετὰ τῶν λαῶν τῆς. [852, 1471, 1092, 1548]
article-text: Τηλεγραφήματα ἐκ Θεσσαλονίκης ἀγγέλλουν ὅτι ἐπὶ τῆς σιδηροδρομικῆς γραμμῆς ἀνευρέθησαν βόμβαι μετὰ τὴν διέλευσιν ἀμαξοστοιχίας ἡ ὁποία μετέφερε ἀξιωματικοὺς. [860, 1085, 1092, 1161]
proini-col-2 [606, 346, 842, 791]
article-text: Οἱ νοσηλεύοντες αὐτὸν ἰατροὶ οὐδεμίαν ἐλπίδα διασώσεως του ἐκφράζουν. [852, 594, 1088, 625]
dateline: ΒΙΕΝΝΗ, Δευτέρα πρωΐα. [606, 713, 753, 729]
neotera-headline: ΗΓΑΛΛΟΓΕΡΜΑΝΙΚΗ ΣΥΝΘΗΚΗ [150, 1591, 522, 1621]
albania-heading: Η ΚΑΤΑΣΤΑΣΙΣ ΕΝ ΑΛΒΑΝΙΑ [1376, 1261, 1568, 1279]
article-text: Ἡ «Νόβοϋε Βρέμια» δημοσιεύει ὅτι κατὰ πληροφορίας τῆς ἐκ τῶν ἐν Πετρουπόλει διπλωματικῶν κύκλων τῆς Σόφιας εἶνε ἀναντίρρητον ὅτι ὑπάρχει ἡ συνεννόησις μεταξὺ Ἑλλάδος καὶ Βουλγαρίας. [1104, 1451, 1340, 1527]
calendar-month: ΙΑΝΟΥΑΡΙΟΥ [259, 154, 340, 168]
calendar-text: «Ὁ Ἄραψ δὲν εἶνε στρατιώτης εἰδικευμένος εἰς τὴν πειθαρχίαν. Ἐννοεῖ νὰ εἰρίσκεται εἰς διαρκῆ δρᾶσιν, ἡ φύσις του δὲν ἀνέχεται διαρκῶς ὑπομονὴν πρὸ τοῦ ἐχθροῦ. Θὰ ἴδωμεν λοιπὸν πόσον θὰ κατορθώσῃ νὰ ἐξακολουθήσῃ τὸν πόλεμον οἱ Ἰταλοὶ ἢ ἡμεῖς. [78, 315, 346, 407]
